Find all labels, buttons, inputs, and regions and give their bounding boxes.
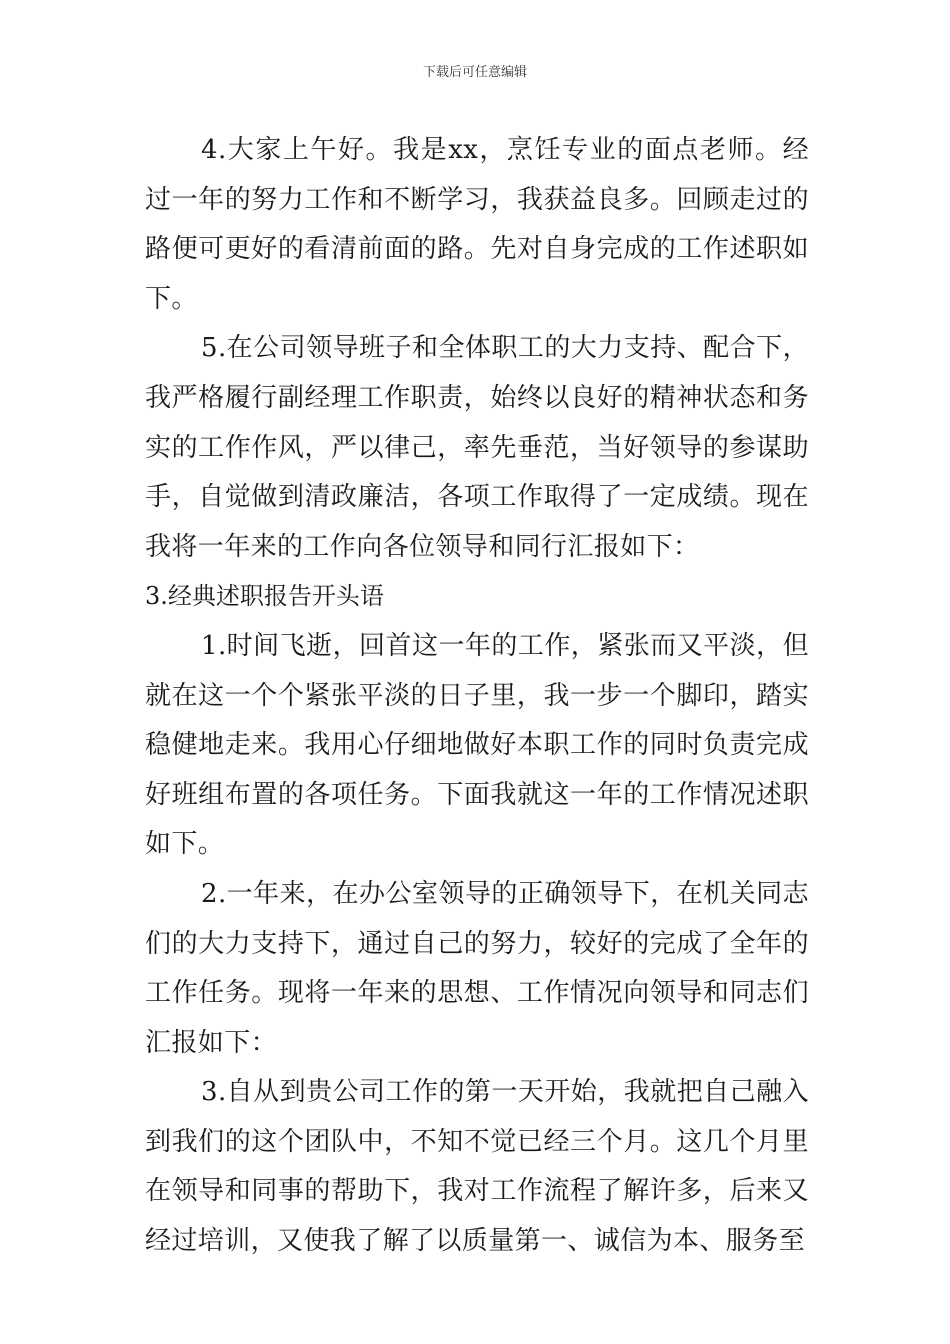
section-heading: 3.经典述职报告开头语 <box>145 582 384 611</box>
paragraph-5: 5.在公司领导班子和全体职工的大力支持、配合下，我严格履行副经理工作职责，始终以良好的精神状态和务实的工作作风，严以律己，率先垂范，当好领导的参谋助手，自觉做到清政廉洁，各项工作取得了一定成绩。现在我将一年来的工作向各位领导和同行汇报如下： <box>145 333 809 562</box>
document-body <box>145 126 809 1267</box>
paragraph-2: 2.一年来，在办公室领导的正确领导下，在机关同志们的大力支持下，通过自己的努力，较好的完成了全年的工作任务。现将一年来的思想、工作情况向领导和同志们汇报如下： <box>145 878 809 1058</box>
paragraph-1: 1.时间飞逝，回首这一年的工作，紧张而又平淡，但就在这一个个紧张平淡的日子里，我一步一个脚印，踏实稳健地走来。我用心仔细地做好本职工作的同时负责完成好班组布置的各项任务。下面我就这一年的工作情况述职如下。 <box>145 630 809 860</box>
paragraph-4: 4.大家上午好。我是xx，烹饪专业的面点老师。经过一年的努力工作和不断学习，我获益良多。回顾走过的路便可更好的看清前面的路。先对自身完成的工作述职如下。 <box>145 135 809 314</box>
page-header: 下载后可任意编辑 <box>422 65 527 80</box>
paragraph-3: 3.自从到贵公司工作的第一天开始，我就把自己融入到我们的这个团队中，不知不觉已经三个月。这几个月里在领导和同事的帮助下，我对工作流程了解许多，后来又经过培训，又使我了解了以质量第一、诚信为本、服务至 <box>145 1077 809 1257</box>
